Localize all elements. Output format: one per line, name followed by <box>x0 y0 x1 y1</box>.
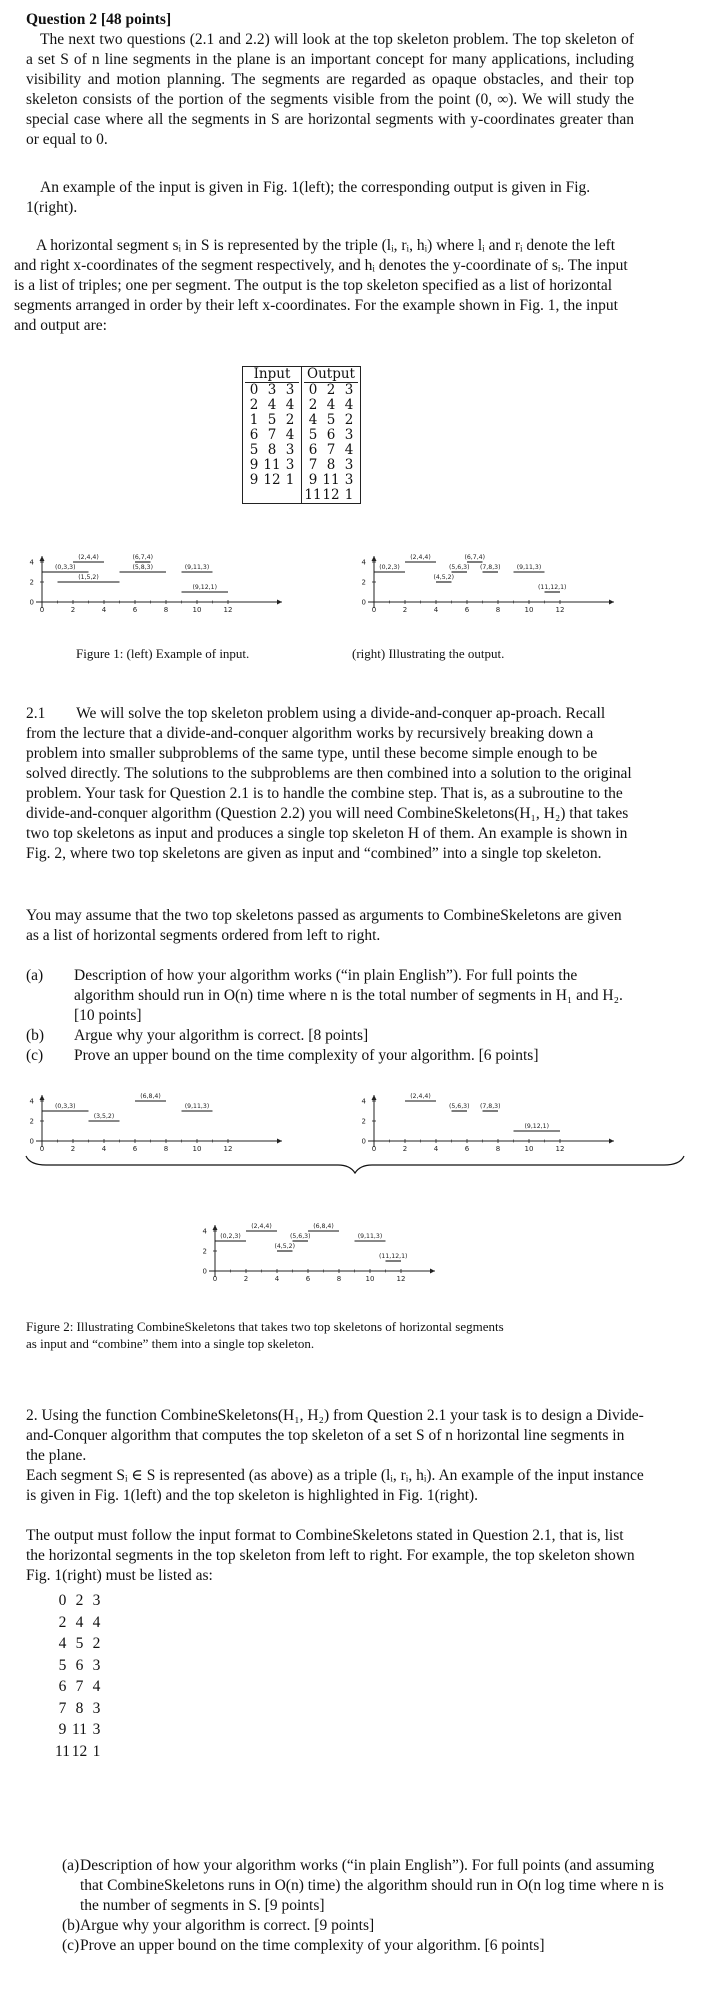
output-list-cell: 11 <box>55 1742 70 1760</box>
x-tick-label: 2 <box>70 606 76 614</box>
y-tick-label: 2 <box>361 1117 366 1126</box>
output-list-cell: 3 <box>92 1699 101 1717</box>
output-list-cell: 8 <box>75 1699 84 1717</box>
output-list-cell: 2 <box>58 1613 67 1631</box>
x-tick-label: 2 <box>402 606 408 614</box>
output-table-cell: 4 <box>308 412 318 428</box>
input-table-cell: 5 <box>267 412 277 428</box>
input-table-cell: 5 <box>249 442 259 458</box>
output-table-cell: 3 <box>344 382 354 398</box>
x-tick-label: 6 <box>464 606 470 614</box>
segment-label: (11,12,1) <box>379 1253 408 1260</box>
q22-item-label: (b) <box>62 1917 81 1934</box>
output-list-row <box>54 1612 105 1634</box>
x-axis-arrow <box>277 1139 282 1144</box>
y-tick-label: 4 <box>29 1097 34 1106</box>
x-axis-arrow <box>609 1139 614 1144</box>
x-tick-label: 6 <box>464 1145 470 1153</box>
input-table-cell: 3 <box>285 382 295 398</box>
x-tick-label: 12 <box>555 1145 565 1153</box>
output-table-cell: 2 <box>326 382 336 398</box>
output-table-cell: 8 <box>326 457 336 473</box>
x-tick-label: 2 <box>243 1275 249 1283</box>
y-tick-label: 4 <box>29 558 34 567</box>
x-tick-label: 6 <box>132 1145 138 1153</box>
input-table-cell: 9 <box>249 472 259 488</box>
output-list-cell: 2 <box>75 1592 84 1609</box>
input-table-cell: 11 <box>263 457 281 473</box>
input-table-cell: 8 <box>267 442 277 458</box>
segment-label: (5,6,3) <box>289 1233 311 1240</box>
input-table-cell: 4 <box>285 427 295 443</box>
output-table-row <box>304 458 358 473</box>
y-tick-label: 0 <box>29 1137 34 1146</box>
input-table-cell: 3 <box>267 382 277 398</box>
x-tick-label: 10 <box>524 606 534 614</box>
input-table-cell: 4 <box>267 397 277 413</box>
segment-label: (7,8,3) <box>479 1103 501 1110</box>
output-table-cell: 1 <box>344 487 354 503</box>
x-tick-label: 8 <box>163 606 169 614</box>
y-tick-label: 0 <box>29 598 34 607</box>
output-table-cell: 6 <box>326 427 336 443</box>
output-list-cell: 5 <box>75 1635 84 1652</box>
q22-item-label: (c) <box>62 1937 80 1954</box>
segment-label: (6,8,4) <box>140 1093 161 1100</box>
x-tick-label: 0 <box>39 606 45 614</box>
x-tick-label: 10 <box>365 1275 375 1283</box>
output-list-cell: 3 <box>92 1592 101 1609</box>
input-table-cell: 7 <box>267 427 277 443</box>
segment-label: (3,5,2) <box>93 1113 115 1120</box>
x-tick-label: 6 <box>132 606 138 614</box>
y-tick-label: 2 <box>29 578 34 587</box>
intro-paragraph-2: An example of the input is given in Fig. 1(left); the corresponding output is given in Fig. 1(right). <box>26 179 591 216</box>
output-table-cell: 9 <box>308 472 318 488</box>
y-axis-arrow <box>40 556 45 561</box>
figure-2-h2-plot <box>362 1093 614 1153</box>
figure-2-caption-line-2: as input and “combine” them into a single top skeleton. <box>26 1336 315 1351</box>
segment-label: (0,2,3) <box>220 1233 241 1240</box>
segment-label: (0,3,3) <box>54 564 76 571</box>
output-list-cell: 6 <box>58 1678 67 1695</box>
output-table-cell: 2 <box>308 397 318 413</box>
output-table-cell: 2 <box>344 412 354 428</box>
q22-item <box>62 1856 672 1916</box>
y-tick-label: 0 <box>361 598 366 607</box>
output-list-row <box>54 1741 105 1763</box>
segment-label: (9,12,1) <box>524 1123 550 1130</box>
x-axis-arrow <box>609 600 614 605</box>
input-table-cell: 1 <box>285 472 295 488</box>
segment-label: (9,11,3) <box>184 1103 210 1110</box>
q21-item <box>26 1026 636 1046</box>
figure-1-right-plot <box>362 554 614 614</box>
x-tick-label: 0 <box>371 1145 377 1153</box>
output-table-cell: 12 <box>322 487 340 503</box>
output-list-row <box>54 1655 105 1677</box>
x-tick-label: 12 <box>223 1145 233 1153</box>
output-table-row <box>304 398 358 413</box>
figure-2-caption <box>26 1318 504 1352</box>
q21-item-text: Prove an upper bound on the time complexity of your algorithm. [6 points] <box>74 1047 539 1064</box>
segment-label: (9,11,3) <box>184 564 210 571</box>
output-list-row <box>54 1698 105 1720</box>
output-list-cell: 7 <box>75 1678 84 1695</box>
q22-item-text: Prove an upper bound on the time complexity of your algorithm. [6 points] <box>80 1937 545 1954</box>
output-table-cell: 3 <box>344 472 354 488</box>
q21-item-text: Description of how your algorithm works (“in plain English”). For full points the algorithm should run in O(n) time where n is the total number of segments in H₁ and H₂. [10 points] <box>74 967 623 1024</box>
figure-2-combined-plot <box>203 1223 435 1283</box>
segment-label: (6,7,4) <box>464 554 486 561</box>
y-axis-arrow <box>372 1095 377 1100</box>
q21-item <box>26 1046 636 1066</box>
output-list-cell: 4 <box>58 1635 67 1652</box>
q22-item <box>62 1916 672 1936</box>
x-tick-label: 10 <box>192 1145 202 1153</box>
top-skeleton-output-list <box>54 1590 105 1762</box>
combine-brace <box>26 1156 684 1173</box>
output-list-cell: 12 <box>71 1742 88 1760</box>
x-tick-label: 10 <box>192 606 202 614</box>
input-rows <box>245 383 299 488</box>
x-tick-label: 0 <box>39 1145 45 1153</box>
segment-label: (9,11,3) <box>516 564 542 571</box>
figure-2-caption-line-1: Figure 2: Illustrating CombineSkeletons that takes two top skeletons of horizontal segments <box>26 1319 504 1334</box>
x-tick-label: 12 <box>396 1275 406 1283</box>
x-tick-label: 8 <box>163 1145 169 1153</box>
x-tick-label: 4 <box>433 1145 439 1153</box>
input-table-row <box>245 458 299 473</box>
output-table-row <box>304 443 358 458</box>
output-header: Output <box>304 367 358 383</box>
segment-label: (2,4,4) <box>78 554 99 561</box>
x-tick-label: 8 <box>336 1275 342 1283</box>
y-tick-label: 0 <box>361 1137 366 1146</box>
x-tick-label: 8 <box>495 1145 501 1153</box>
output-table-row <box>304 428 358 443</box>
output-table-row <box>304 383 358 398</box>
y-tick-label: 4 <box>361 558 366 567</box>
input-table-row <box>245 428 299 443</box>
output-list-cell: 4 <box>92 1613 101 1631</box>
q22-item <box>62 1936 672 1956</box>
output-table-cell: 5 <box>308 427 318 443</box>
q21-paragraph: 2.1 We will solve the top skeleton problem using a divide-and-conquer ap-proach. Recall from the lecture that a divide-and-conquer algorithm works by recursively breaking down a problem into smaller subproblems of the same type, until these become simple enough to be solved directly. The solutions to the subproblems are then combined into a solution to the original problem. Your task for Question 2.1 is to handle the combine step. That is, as a subroutine to the divide-and-conquer algorithm (Question 2.2) you will need CombineSkeletons(H₁, H₂) that takes two top skeletons as input and produces a single top skeleton H of them. An example is shown in Fig. 2, where two top skeletons are given as input and “combined” into a single top skeleton. <box>26 705 636 862</box>
output-table-row <box>304 413 358 428</box>
segment-label: (9,12,1) <box>192 584 218 591</box>
x-tick-label: 2 <box>70 1145 76 1153</box>
output-list-cell: 0 <box>58 1592 67 1609</box>
output-rows <box>304 383 358 503</box>
q21-items <box>26 966 636 1066</box>
segment-label: (4,5,2) <box>274 1243 296 1250</box>
output-list-cell: 4 <box>75 1613 84 1631</box>
segment-label: (7,8,3) <box>479 564 501 571</box>
x-tick-label: 12 <box>223 606 233 614</box>
q21-item <box>26 966 636 1026</box>
input-table-cell: 2 <box>285 412 295 428</box>
x-tick-label: 0 <box>371 606 377 614</box>
input-table-cell: 9 <box>249 457 259 473</box>
segment-label: (5,6,3) <box>448 1103 470 1110</box>
brace-path <box>26 1156 684 1173</box>
y-tick-label: 2 <box>29 1117 34 1126</box>
input-header: Input <box>245 367 299 383</box>
io-table <box>242 366 361 504</box>
output-table-cell: 7 <box>326 442 336 458</box>
x-tick-label: 8 <box>495 606 501 614</box>
output-table-row <box>304 488 358 503</box>
figure-1-caption-left: Figure 1: (left) Example of input. <box>76 646 250 661</box>
output-list-cell: 4 <box>92 1678 101 1695</box>
y-tick-label: 4 <box>202 1227 207 1236</box>
q22-items <box>62 1856 672 1956</box>
output-table-cell: 6 <box>308 442 318 458</box>
x-tick-label: 6 <box>305 1275 311 1283</box>
q22-paragraph-3: The output must follow the input format to CombineSkeletons stated in Question 2.1, that is, list the horizontal segments in the top skeleton from left to right. For example, the top skeleton shown Fig. 1(right) must be listed as: <box>26 1527 635 1584</box>
segment-label: (5,6,3) <box>448 564 470 571</box>
output-table-cell: 0 <box>308 382 318 398</box>
input-table-cell: 3 <box>285 442 295 458</box>
segment-label: (6,7,4) <box>132 554 154 561</box>
q22-paragraph-2: Each segment Sᵢ ∈ S is represented (as above) as a triple (lᵢ, rᵢ, hᵢ). An example of the input instance is given in Fig. 1(left) and the top skeleton is highlighted in Fig. 1(right). <box>26 1467 644 1504</box>
segment-label: (4,5,2) <box>433 574 455 581</box>
input-table-row <box>245 413 299 428</box>
segment-label: (9,11,3) <box>357 1233 383 1240</box>
q21-assumption: You may assume that the two top skeletons passed as arguments to CombineSkeletons are given as a list of horizontal segments ordered from left to right. <box>26 907 622 944</box>
segment-label: (5,8,3) <box>132 564 154 571</box>
input-table-row <box>245 443 299 458</box>
input-table-cell: 3 <box>285 457 295 473</box>
figure-1 <box>0 538 702 648</box>
x-tick-label: 4 <box>274 1275 280 1283</box>
output-table-cell: 5 <box>326 412 336 428</box>
output-list-cell: 1 <box>92 1742 101 1760</box>
y-axis-arrow <box>372 556 377 561</box>
x-tick-label: 2 <box>402 1145 408 1153</box>
q21-item-label: (a) <box>26 967 44 984</box>
x-axis-arrow <box>430 1269 435 1274</box>
output-list-cell: 9 <box>58 1721 67 1738</box>
y-tick-label: 4 <box>361 1097 366 1106</box>
output-table-cell: 3 <box>344 457 354 473</box>
input-table-cell: 2 <box>249 397 259 413</box>
y-axis-arrow <box>40 1095 45 1100</box>
segment-label: (11,12,1) <box>538 584 567 591</box>
x-tick-label: 4 <box>101 1145 107 1153</box>
segment-label: (1,5,2) <box>78 574 99 581</box>
intro-paragraph-3: A horizontal segment sᵢ in S is represented by the triple (lᵢ, rᵢ, hᵢ) where lᵢ and rᵢ denote the left and right x-coordinates of the segment respectively, and hᵢ denotes the y-coordinate of sᵢ. The input is a list of triples; one per segment. The output is the top skeleton specified as a list of horizontal segments arranged in order by their left x-coordinates. For the example shown in Fig. 1, the input and output are: <box>14 237 628 334</box>
output-table-cell: 7 <box>308 457 318 473</box>
output-list-row <box>54 1590 105 1612</box>
input-table-row <box>245 398 299 413</box>
q21-item-text: Argue why your algorithm is correct. [8 points] <box>74 1027 369 1044</box>
figure-1-left-plot <box>30 554 282 614</box>
output-list-cell: 5 <box>58 1656 67 1674</box>
q22-item-label: (a) <box>62 1857 80 1874</box>
input-table-cell: 1 <box>249 412 259 428</box>
x-tick-label: 0 <box>212 1275 218 1283</box>
x-axis-arrow <box>277 600 282 605</box>
output-table-cell: 4 <box>344 442 354 458</box>
output-list-row <box>54 1633 105 1655</box>
output-list-cell: 3 <box>92 1656 101 1674</box>
x-tick-label: 10 <box>524 1145 534 1153</box>
input-table-cell: 0 <box>249 382 259 398</box>
segment-label: (2,4,4) <box>251 1223 272 1230</box>
x-tick-label: 4 <box>433 606 439 614</box>
x-tick-label: 12 <box>555 606 565 614</box>
y-tick-label: 0 <box>202 1267 207 1276</box>
input-table-cell: 4 <box>285 397 295 413</box>
segment-label: (0,2,3) <box>379 564 400 571</box>
output-list-row <box>54 1719 105 1741</box>
y-tick-label: 2 <box>361 578 366 587</box>
q22-item-text: Argue why your algorithm is correct. [9 points] <box>80 1917 375 1934</box>
question-heading: Question 2 [48 points] <box>26 11 172 28</box>
y-tick-label: 2 <box>202 1247 207 1256</box>
segment-label: (0,3,3) <box>54 1103 76 1110</box>
figure-2 <box>0 1085 702 1340</box>
segment-label: (6,8,4) <box>313 1223 334 1230</box>
output-table-row <box>304 473 358 488</box>
output-table-cell: 11 <box>322 472 340 488</box>
input-table-row <box>245 473 299 488</box>
input-table-row <box>245 383 299 398</box>
output-table-cell: 4 <box>344 397 354 413</box>
output-table-cell: 11 <box>304 487 322 503</box>
output-table-cell: 3 <box>344 427 354 443</box>
q22-item-text: Description of how your algorithm works (“in plain English”). For full points (and assuming that CombineSkeletons runs in O(n) time) the algorithm should run in O(n log time where n is the number of segments in S. [9 points] <box>80 1857 664 1914</box>
q22-paragraph-1: 2. Using the function CombineSkeletons(H₁, H₂) from Question 2.1 your task is to design a Divide-and-Conquer algorithm that computes the top skeleton of a set S of n horizontal line segments in the plane. <box>26 1407 644 1464</box>
output-list-cell: 11 <box>72 1721 87 1738</box>
output-list-cell: 7 <box>58 1699 67 1717</box>
output-list-row <box>54 1676 105 1698</box>
output-list-cell: 2 <box>92 1635 101 1652</box>
input-table-cell: 12 <box>263 472 281 488</box>
output-list-cell: 3 <box>92 1721 101 1738</box>
x-tick-label: 4 <box>101 606 107 614</box>
y-axis-arrow <box>213 1225 218 1230</box>
segment-label: (2,4,4) <box>410 554 431 561</box>
q21-item-label: (b) <box>26 1027 45 1044</box>
q21-item-label: (c) <box>26 1047 44 1064</box>
segment-label: (2,4,4) <box>410 1093 431 1100</box>
figure-1-caption-right: (right) Illustrating the output. <box>352 646 505 661</box>
intro-paragraph-1: The next two questions (2.1 and 2.2) will look at the top skeleton problem. The top skeleton of a set S of n line segments in the plane is an important concept for many applications, including visibility and motion planning. The segments are regarded as opaque obstacles, and their top skeleton consists of the portion of the segments visible from the point (0, ∞). We will study the special case where all the segments in S are horizontal segments with y-coordinates greater than or equal to 0. <box>26 31 634 148</box>
output-table-cell: 4 <box>326 397 336 413</box>
output-list-cell: 6 <box>75 1656 84 1674</box>
input-table-cell: 6 <box>249 427 259 443</box>
figure-2-h1-plot <box>30 1093 282 1153</box>
